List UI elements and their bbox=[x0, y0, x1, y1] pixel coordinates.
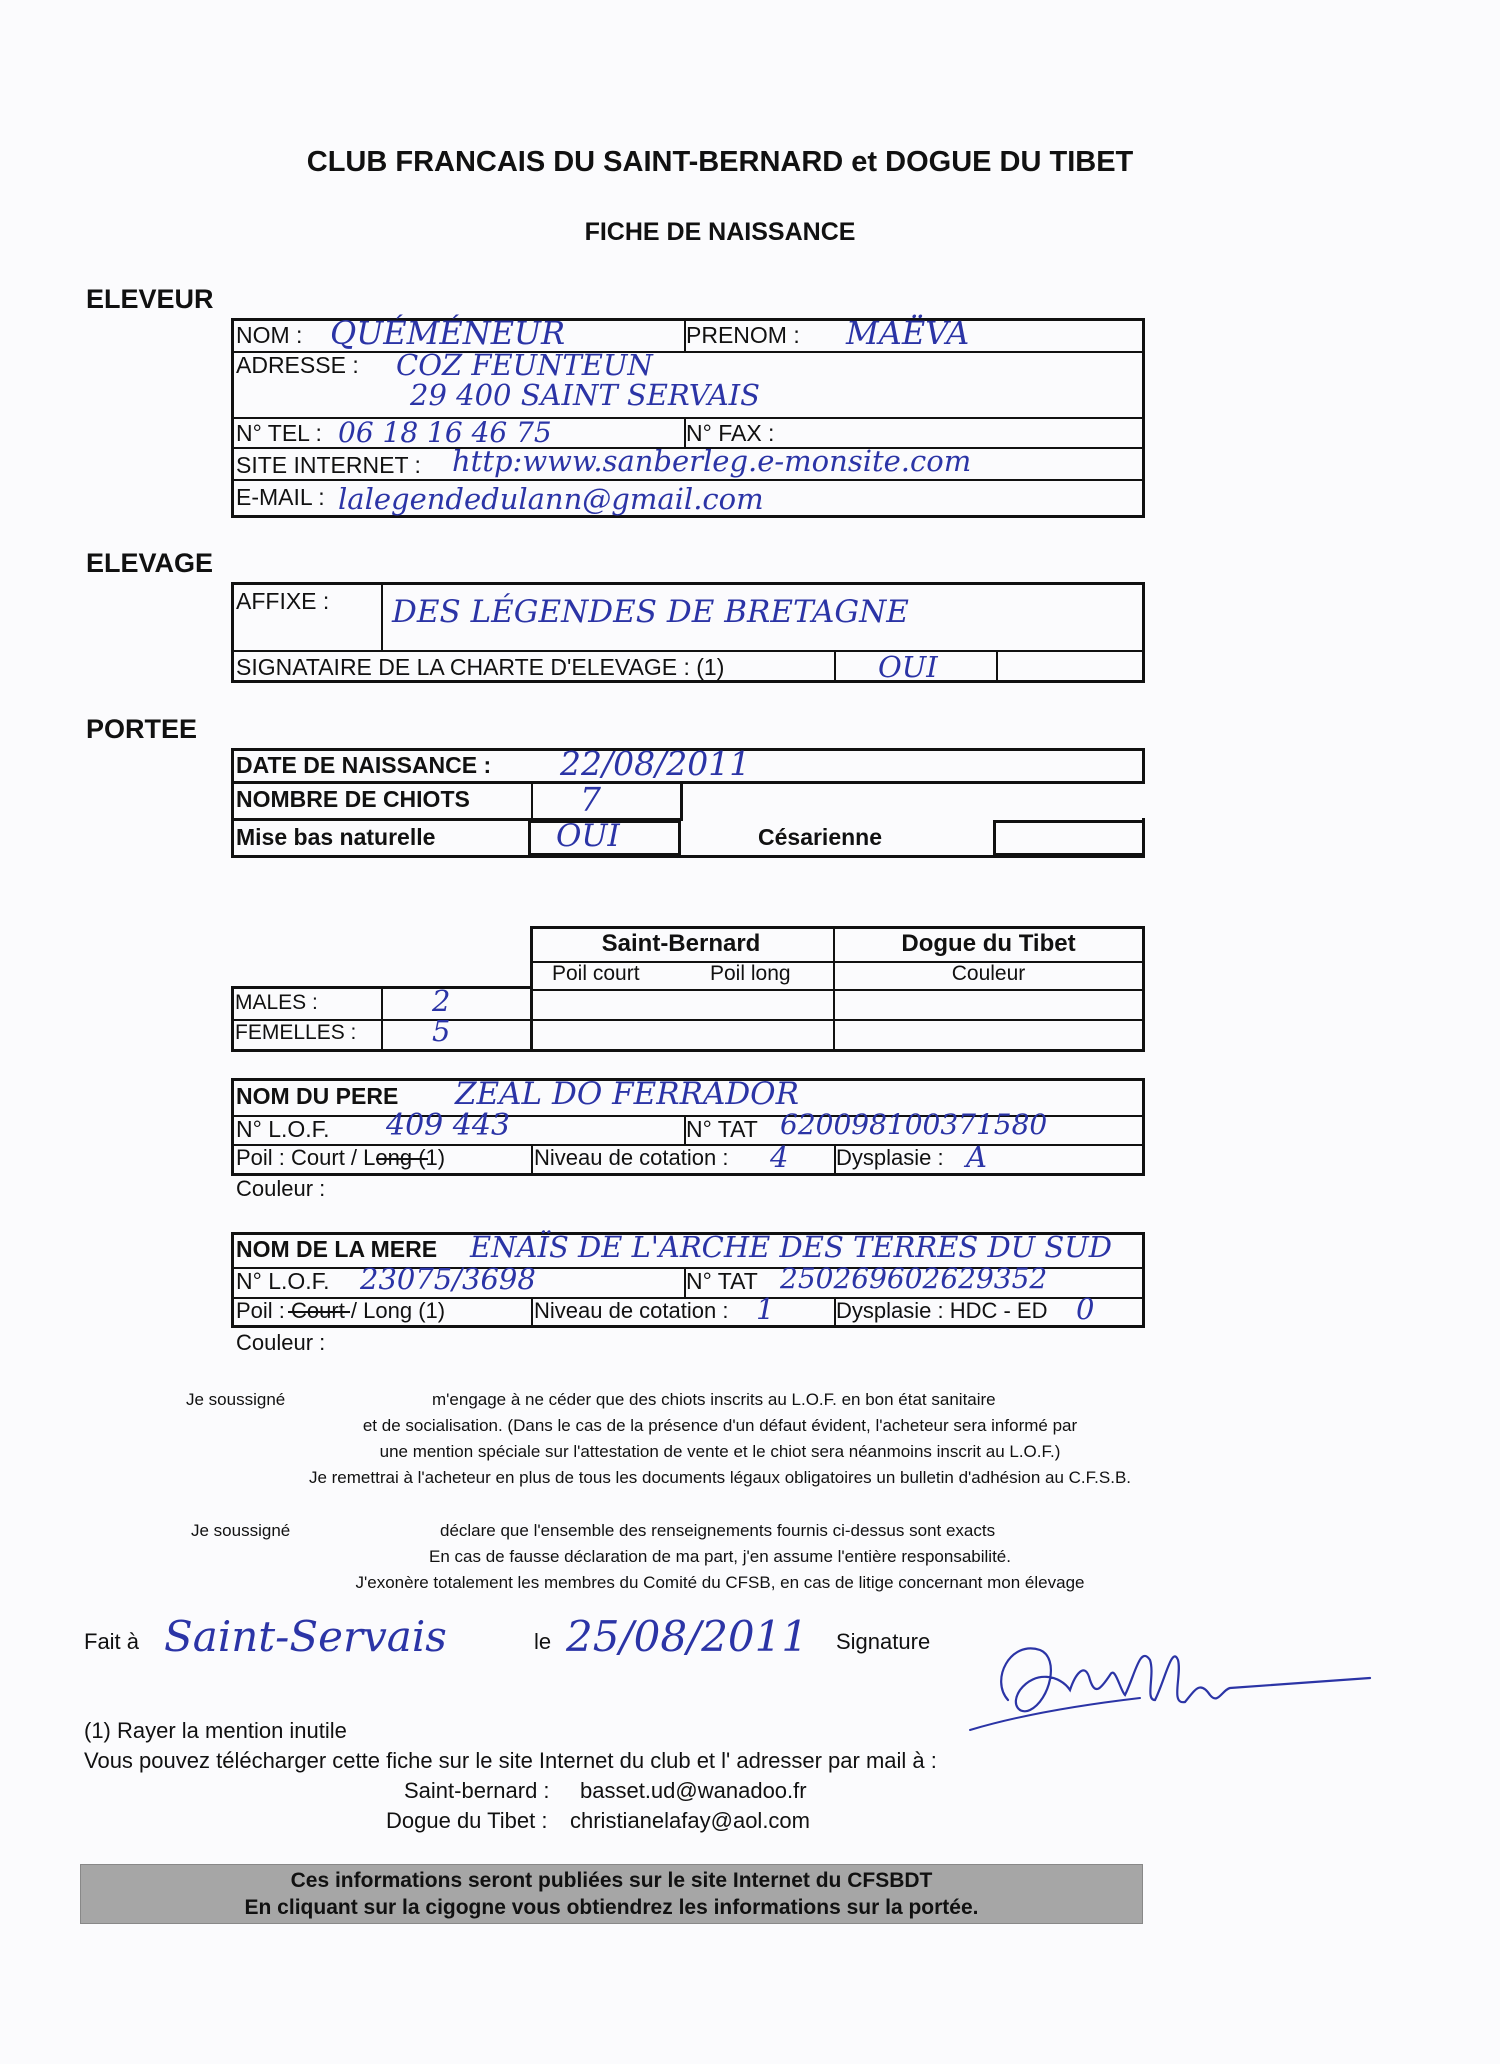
mere-cotation-value: 1 bbox=[756, 1292, 775, 1326]
mere-lof-label: N° L.O.F. bbox=[236, 1268, 330, 1294]
poil-court-header: Poil court bbox=[552, 962, 640, 985]
mere-poil-label: Poil : Court / Long (1) bbox=[236, 1298, 446, 1323]
email-label: E-MAIL : bbox=[236, 484, 325, 510]
cesarienne-label: Césarienne bbox=[758, 824, 883, 850]
engagement-line7: J'exonère totalement les membres du Comité du CFSB, en cas de litige concernant mon élevage bbox=[355, 1573, 1085, 1592]
engagement-line1b: m'engage à ne céder que des chiots inscrits au L.O.F. en bon état sanitaire bbox=[432, 1390, 996, 1409]
affixe-value: DES LÉGENDES DE BRETAGNE bbox=[392, 594, 909, 630]
footer-line1: Ces informations seront publiées sur le site Internet du CFSBDT bbox=[290, 1869, 933, 1892]
telecharger-note: Vous pouvez télécharger cette fiche sur le site Internet du club et l' adresser par mail à : bbox=[84, 1748, 937, 1773]
engagement-line3: une mention spéciale sur l'attestation de vente et le chiot sera néanmoins inscrit au L.O.F.) bbox=[379, 1442, 1061, 1461]
page-subtitle: FICHE DE NAISSANCE bbox=[584, 218, 856, 246]
mere-nom-value: ENAÏS DE L'ARCHE DES TERRES DU SUD bbox=[470, 1230, 1112, 1264]
engagement-line1a: Je soussigné bbox=[186, 1390, 286, 1409]
affixe-label: AFFIXE : bbox=[236, 588, 330, 614]
prenom-value: MAËVA bbox=[846, 314, 970, 352]
charte-label: SIGNATAIRE DE LA CHARTE D'ELEVAGE : (1) bbox=[236, 654, 725, 680]
mere-dysplasie-value: 0 bbox=[1076, 1292, 1095, 1326]
pere-poil-label: Poil : Court / Long (1) bbox=[236, 1145, 446, 1170]
nom-value: QUÉMÉNEUR bbox=[330, 314, 566, 352]
page-title: CLUB FRANCAIS DU SAINT-BERNARD et DOGUE DU TIBET bbox=[306, 146, 1134, 178]
pere-nom-label: NOM DU PERE bbox=[236, 1083, 399, 1109]
tel-value: 06 18 16 46 75 bbox=[338, 416, 552, 449]
pere-long-strike bbox=[376, 1158, 428, 1160]
pere-cotation-value: 4 bbox=[770, 1140, 789, 1174]
saint-bernard-header: Saint-Bernard bbox=[601, 930, 761, 957]
mere-court-strike bbox=[288, 1311, 350, 1313]
site-label: SITE INTERNET : bbox=[236, 452, 421, 478]
email-value: lalegendedulann@gmail.com bbox=[338, 482, 764, 516]
cesarienne-box bbox=[993, 820, 1145, 856]
femelles-label: FEMELLES : bbox=[235, 1021, 357, 1044]
saint-bernard-mail-label: Saint-bernard : bbox=[404, 1778, 550, 1803]
males-value: 2 bbox=[432, 984, 451, 1018]
section-eleveur: ELEVEUR bbox=[86, 284, 214, 314]
prenom-label: PRENOM : bbox=[686, 322, 800, 348]
handwritten-signature bbox=[960, 1620, 1380, 1760]
mere-cotation-label: Niveau de cotation : bbox=[534, 1298, 729, 1323]
pere-dysplasie-label: Dysplasie : bbox=[836, 1145, 944, 1170]
fait-value: Saint-Servais bbox=[164, 1612, 447, 1661]
pere-dysplasie-value: A bbox=[966, 1140, 987, 1174]
pere-lof-value: 409 443 bbox=[386, 1108, 511, 1143]
pere-cotation-label: Niveau de cotation : bbox=[534, 1145, 729, 1170]
males-label: MALES : bbox=[235, 991, 318, 1014]
adresse-label: ADRESSE : bbox=[236, 352, 359, 378]
signature-label: Signature bbox=[836, 1629, 931, 1654]
adresse-line1: COZ FEUNTEUN bbox=[396, 348, 653, 382]
chiots-label: NOMBRE DE CHIOTS bbox=[236, 786, 470, 812]
engagement-line2: et de socialisation. (Dans le cas de la présence d'un défaut évident, l'acheteur sera informé par bbox=[362, 1416, 1078, 1435]
adresse-line2: 29 400 SAINT SERVAIS bbox=[410, 378, 760, 412]
le-label: le bbox=[534, 1629, 552, 1654]
rayer-note: (1) Rayer la mention inutile bbox=[84, 1718, 347, 1743]
pere-tat-label: N° TAT bbox=[686, 1116, 758, 1142]
mere-nom-label: NOM DE LA MERE bbox=[236, 1236, 438, 1262]
mise-bas-value: OUI bbox=[556, 818, 620, 854]
charte-value: OUI bbox=[878, 650, 938, 684]
tel-label: N° TEL : bbox=[236, 420, 322, 446]
couleur-header: Couleur bbox=[951, 962, 1026, 985]
engagement-line4: Je remettrai à l'acheteur en plus de tous les documents légaux obligatoires un bulletin d'adhésion au C.F.S.B. bbox=[308, 1468, 1132, 1487]
femelles-value: 5 bbox=[432, 1014, 451, 1048]
footer-banner bbox=[80, 1864, 1143, 1924]
fait-label: Fait à bbox=[84, 1629, 140, 1654]
mise-bas-label: Mise bas naturelle bbox=[236, 824, 436, 850]
pere-nom-value: ZEAL DO FERRADOR bbox=[455, 1076, 799, 1112]
dogue-mail-link[interactable]: christianelafay@aol.com bbox=[570, 1808, 810, 1833]
mere-tat-label: N° TAT bbox=[686, 1268, 758, 1294]
mere-dysplasie-label: Dysplasie : HDC - ED bbox=[836, 1298, 1048, 1323]
dogue-mail-label: Dogue du Tibet : bbox=[386, 1808, 548, 1833]
poil-long-header: Poil long bbox=[710, 962, 791, 985]
date-label: DATE DE NAISSANCE : bbox=[236, 752, 492, 778]
saint-bernard-mail-link[interactable]: basset.ud@wanadoo.fr bbox=[580, 1778, 807, 1803]
mere-tat-value: 250269602629352 bbox=[780, 1262, 1048, 1295]
date-value: 22/08/2011 bbox=[560, 744, 751, 783]
site-value: http:www.sanberleg.e-monsite.com bbox=[452, 444, 972, 478]
mere-couleur-label: Couleur : bbox=[236, 1330, 326, 1355]
mere-lof-value: 23075/3698 bbox=[360, 1262, 536, 1296]
footer-line2: En cliquant sur la cigogne vous obtiendrez les informations sur la portée. bbox=[244, 1896, 979, 1919]
engagement-line6: En cas de fausse déclaration de ma part, j'en assume l'entière responsabilité. bbox=[429, 1547, 1011, 1566]
section-elevage: ELEVAGE bbox=[86, 548, 214, 578]
section-portee: PORTEE bbox=[86, 714, 198, 744]
engagement-line5a: Je soussigné bbox=[191, 1521, 291, 1540]
engagement-line5b: déclare que l'ensemble des renseignements fournis ci-dessus sont exacts bbox=[440, 1521, 996, 1540]
pere-lof-label: N° L.O.F. bbox=[236, 1116, 330, 1142]
dogue-header: Dogue du Tibet bbox=[901, 930, 1076, 957]
nom-label: NOM : bbox=[236, 322, 303, 348]
pere-couleur-label: Couleur : bbox=[236, 1176, 326, 1201]
fax-label: N° FAX : bbox=[686, 420, 775, 446]
chiots-value: 7 bbox=[580, 780, 601, 819]
le-value: 25/08/2011 bbox=[566, 1612, 809, 1661]
pere-tat-value: 620098100371580 bbox=[780, 1108, 1048, 1141]
